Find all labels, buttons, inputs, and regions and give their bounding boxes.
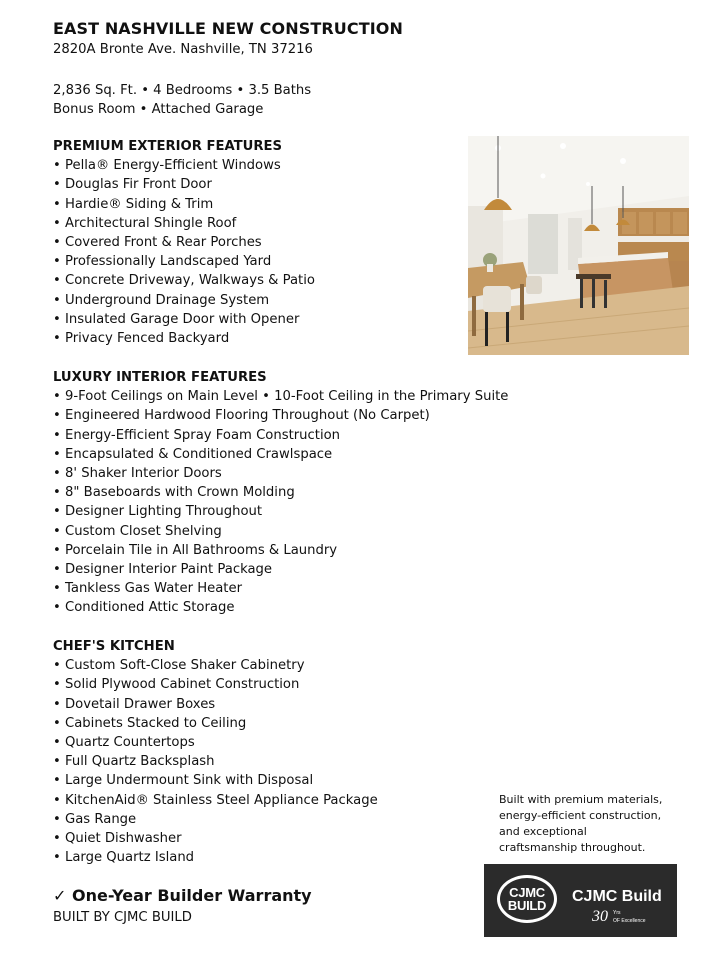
list-item: • Dovetail Drawer Boxes — [53, 695, 378, 714]
list-item: • Pella® Energy-Efficient Windows — [53, 156, 315, 175]
list-item: • Encapsulated & Conditioned Crawlspace — [53, 445, 508, 464]
interior-features-section — [53, 368, 508, 618]
list-item: • Insulated Garage Door with Opener — [53, 310, 315, 329]
logo-company-name: CJMC Build — [572, 888, 662, 905]
list-item: • Quartz Countertops — [53, 733, 378, 752]
kitchen-photo — [468, 136, 689, 355]
list-item: • Quiet Dishwasher — [53, 829, 378, 848]
list-item: • Porcelain Tile in All Bathrooms & Laundry — [53, 541, 508, 560]
list-item: • Cabinets Stacked to Ceiling — [53, 714, 378, 733]
warranty-text: One-Year Builder Warranty — [72, 886, 312, 905]
list-item: • Tankless Gas Water Heater — [53, 579, 508, 598]
list-item: • Covered Front & Rear Porches — [53, 233, 315, 252]
list-item: • Designer Interior Paint Package — [53, 560, 508, 579]
tagline-line: Built with premium materials, — [499, 793, 663, 806]
list-item: • Douglas Fir Front Door — [53, 175, 315, 194]
list-item: • Architectural Shingle Roof — [53, 214, 315, 233]
list-item: • 9-Foot Ceilings on Main Level • 10-Foot Ceiling in the Primary Suite — [53, 387, 508, 406]
list-item: • Custom Closet Shelving — [53, 522, 508, 541]
list-item: • Designer Lighting Throughout — [53, 502, 508, 521]
list-item: • Large Undermount Sink with Disposal — [53, 771, 378, 790]
list-item: • Engineered Hardwood Flooring Throughout (No Carpet) — [53, 406, 508, 425]
feature-list — [53, 156, 315, 348]
list-item: • Conditioned Attic Storage — [53, 598, 508, 617]
warranty-line — [53, 886, 312, 905]
specs-line-2: Bonus Room • Attached Garage — [53, 102, 264, 118]
list-item: • 8" Baseboards with Crown Molding — [53, 483, 508, 502]
section-heading: PREMIUM EXTERIOR FEATURES — [53, 139, 283, 154]
section-heading: CHEF'S KITCHEN — [53, 639, 175, 654]
logo-badge-line: BUILD — [507, 898, 547, 913]
list-item: • Hardie® Siding & Trim — [53, 195, 315, 214]
tagline — [499, 792, 674, 856]
list-item: • Professionally Landscaped Yard — [53, 252, 315, 271]
tagline-line: craftsmanship throughout. — [499, 841, 646, 854]
list-item: • Large Quartz Island — [53, 848, 378, 867]
company-logo — [484, 864, 677, 937]
page-title: EAST NASHVILLE NEW CONSTRUCTION — [53, 19, 403, 38]
list-item: • Gas Range — [53, 810, 378, 829]
built-by-text: BUILT BY CJMC BUILD — [53, 910, 192, 925]
specs-line-1: 2,836 Sq. Ft. • 4 Bedrooms • 3.5 Baths — [53, 83, 312, 98]
list-item: • 8' Shaker Interior Doors — [53, 464, 508, 483]
logo-badge-icon — [497, 875, 557, 923]
logo-years-suffix: Yrs — [613, 910, 621, 916]
list-item: • Full Quartz Backsplash — [53, 752, 378, 771]
property-address: 2820A Bronte Ave. Nashville, TN 37216 — [53, 42, 313, 57]
feature-list — [53, 656, 378, 867]
list-item: • Underground Drainage System — [53, 291, 315, 310]
exterior-features-section — [53, 137, 315, 348]
kitchen-features-section — [53, 637, 378, 867]
list-item: • Solid Plywood Cabinet Construction — [53, 675, 378, 694]
logo-excellence: OF Excellence — [613, 918, 646, 924]
list-item: • Custom Soft-Close Shaker Cabinetry — [53, 656, 378, 675]
kitchen-photo-icon — [468, 136, 689, 355]
list-item: • KitchenAid® Stainless Steel Appliance Package — [53, 791, 378, 810]
property-specs — [53, 81, 311, 119]
tagline-line: energy-efficient construction, — [499, 809, 662, 822]
list-item: • Privacy Fenced Backyard — [53, 329, 315, 348]
list-item: • Concrete Driveway, Walkways & Patio — [53, 271, 315, 290]
logo-badge-line: CJMC — [509, 885, 545, 900]
logo-years: 30 — [592, 908, 608, 925]
checkmark-icon: ✓ — [53, 886, 67, 905]
list-item: • Energy-Efficient Spray Foam Construction — [53, 426, 508, 445]
logo-badge-text — [500, 886, 554, 912]
section-heading: LUXURY INTERIOR FEATURES — [53, 370, 267, 385]
feature-list — [53, 387, 508, 617]
tagline-line: and exceptional — [499, 825, 587, 838]
